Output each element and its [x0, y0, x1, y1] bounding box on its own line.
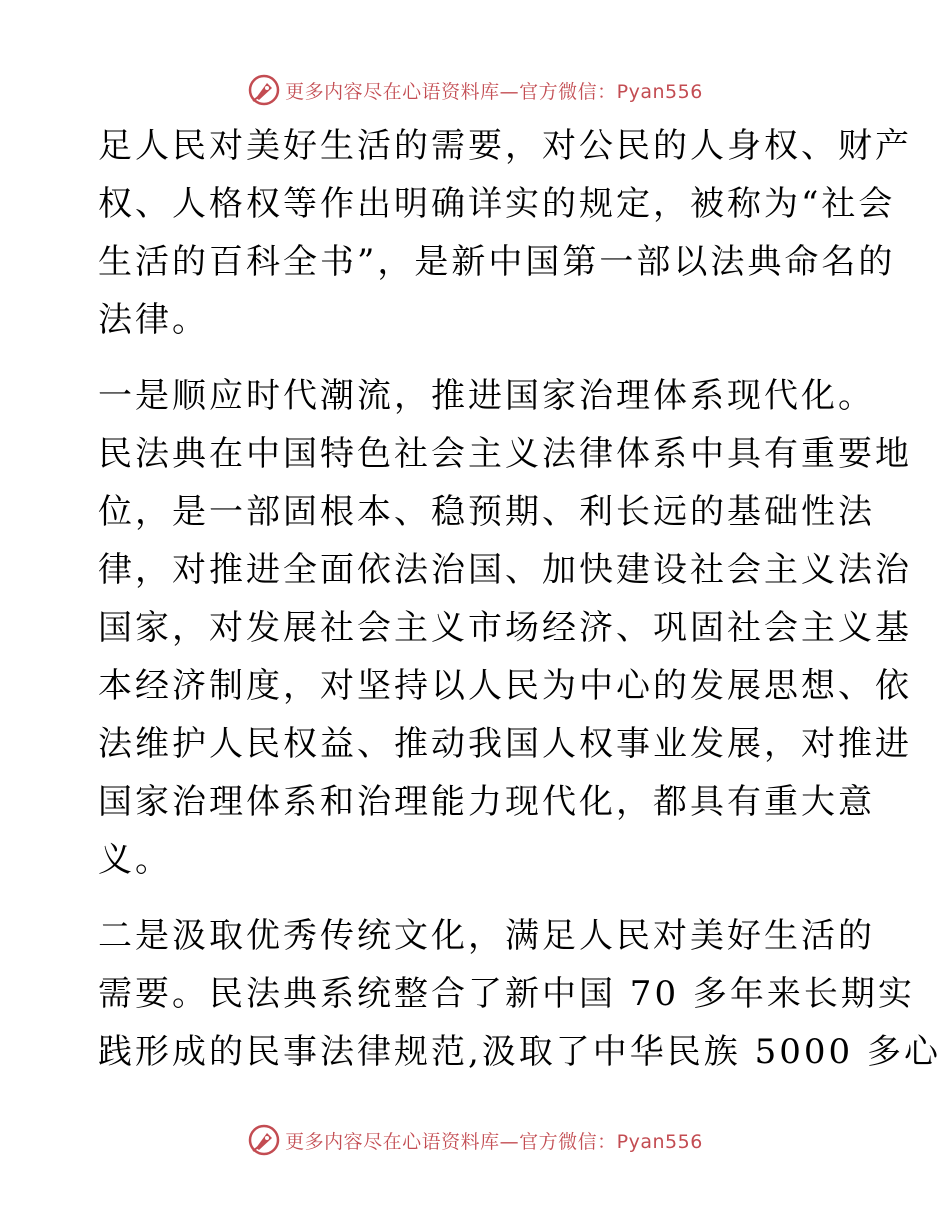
text-line: 二是汲取优秀传统文化，满足人民对美好生活的: [98, 916, 875, 956]
text-line: 律，对推进全面依法治国、加快建设社会主义法治: [98, 550, 912, 590]
text-line: 国家治理体系和治理能力现代化，都具有重大意: [98, 782, 875, 822]
text-line: 践形成的民事法律规范,汲取了中华民族 5000 多心: [98, 1032, 941, 1072]
paragraph-1: [98, 117, 912, 349]
document-body: [98, 117, 941, 1081]
text-line: 位，是一部固根本、稳预期、利长远的基础性法: [98, 492, 875, 532]
text-line: 一是顺应时代潮流，推进国家治理体系现代化。: [98, 376, 875, 416]
text-line: 需要。民法典系统整合了新中国 70 多年来长期实: [98, 974, 915, 1014]
text-line: 本经济制度，对坚持以人民为中心的发展思想、依: [98, 666, 912, 706]
paragraph-2: [98, 367, 912, 889]
text-line: 生活的百科全书”，是新中国第一部以法典命名的: [98, 242, 896, 282]
pen-nib-logo-icon: [247, 73, 281, 107]
pen-nib-logo-icon: [247, 1123, 281, 1157]
text-line: 法律。: [98, 300, 209, 340]
footer-banner-text: 更多内容尽在心语资料库—官方微信：Pyan556: [285, 1130, 703, 1153]
text-line: 国家，对发展社会主义市场经济、巩固社会主义基: [98, 608, 912, 648]
text-line: 足人民对美好生活的需要，对公民的人身权、财产: [98, 126, 912, 166]
text-line: 权、人格权等作出明确详实的规定，被称为“社会: [98, 184, 896, 224]
text-line: 法维护人民权益、推动我国人权事业发展，对推进: [98, 724, 912, 764]
footer-banner: [0, 1120, 950, 1160]
text-line: 民法典在中国特色社会主义法律体系中具有重要地: [98, 434, 912, 474]
header-banner-text: 更多内容尽在心语资料库—官方微信：Pyan556: [285, 80, 703, 103]
paragraph-3: [98, 907, 941, 1081]
text-line: 义。: [98, 840, 172, 880]
header-banner: [0, 70, 950, 110]
